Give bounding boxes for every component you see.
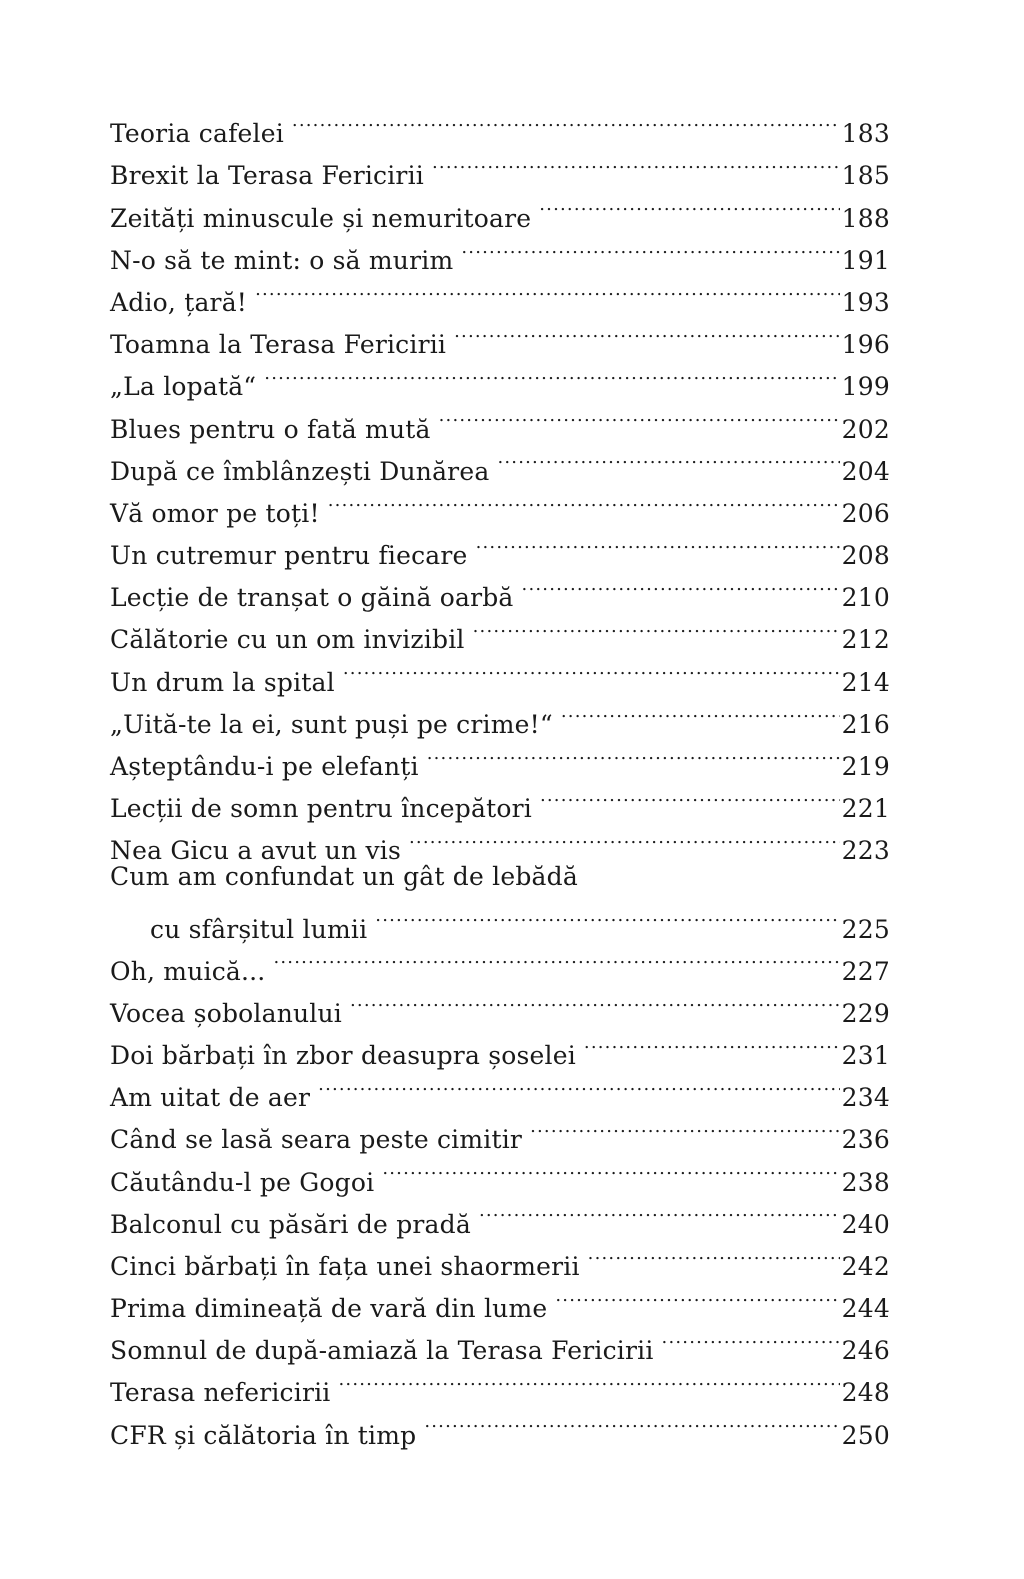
- toc-entry-title: Vocea șobolanului: [110, 998, 342, 1028]
- toc-entry-title: Zeități minuscule și nemuritoare: [110, 203, 532, 233]
- toc-entry-title: Căutându-l pe Gogoi: [110, 1167, 375, 1197]
- toc-entry-title: CFR și călătoria în timp: [110, 1420, 417, 1450]
- toc-entry-title: Lecție de tranșat o găină oarbă: [110, 583, 514, 613]
- toc-entry-page: 185: [841, 161, 890, 191]
- dot-leader: [292, 100, 840, 142]
- dot-leader: [264, 353, 839, 395]
- dot-leader: [318, 1064, 840, 1106]
- dot-leader: [424, 1401, 839, 1443]
- toc-entry-title: Cinci bărbați în fața unei shaormerii: [110, 1251, 580, 1281]
- toc-entry-title: Blues pentru o fată mută: [110, 414, 431, 444]
- toc-entry-title-continued: cu sfârșitul lumii: [150, 914, 368, 944]
- toc-entry-page: 214: [841, 667, 890, 697]
- toc-entry-title: Doi bărbați în zbor deasupra șoselei: [110, 1040, 576, 1070]
- toc-entry-page: 250: [841, 1420, 890, 1450]
- dot-leader: [427, 733, 840, 775]
- dot-leader: [375, 895, 839, 937]
- toc-entry[interactable]: [110, 100, 890, 149]
- toc-entry-page: 212: [841, 625, 890, 655]
- dot-leader: [409, 817, 840, 859]
- dot-leader: [454, 311, 840, 353]
- toc-entry-page: 236: [841, 1125, 890, 1155]
- dot-leader: [473, 606, 840, 648]
- toc-entry-title: Când se lasă seara peste cimitir: [110, 1125, 523, 1155]
- toc-entry-title: Terasa nefericirii: [110, 1378, 331, 1408]
- dot-leader: [476, 522, 840, 564]
- toc-entry-page: 242: [841, 1251, 890, 1281]
- toc-entry-title: Un drum la spital: [110, 667, 335, 697]
- dot-leader: [350, 980, 840, 1022]
- dot-leader: [328, 480, 840, 522]
- toc-entry-page: 234: [841, 1083, 890, 1113]
- dot-leader: [382, 1148, 839, 1190]
- dot-leader: [479, 1191, 840, 1233]
- toc-entry-page: 240: [841, 1209, 890, 1239]
- toc-entry-title: Lecții de somn pentru începători: [110, 794, 532, 824]
- toc-entry-title: Călătorie cu un om invizibil: [110, 625, 465, 655]
- toc-entry-page: 183: [841, 119, 890, 149]
- toc-entry-title: Brexit la Terasa Fericirii: [110, 161, 424, 191]
- toc-entry-page: 223: [841, 836, 890, 866]
- dot-leader: [540, 775, 840, 817]
- toc-entry-page: 238: [841, 1167, 890, 1197]
- toc-entry-title: „Uită-te la ei, sunt puși pe crime!“: [110, 709, 553, 739]
- toc-entry-page: 191: [841, 245, 890, 275]
- dot-leader: [588, 1233, 840, 1275]
- toc-entry-page: 206: [841, 498, 890, 528]
- toc-entry-page: 202: [841, 414, 890, 444]
- dot-leader: [439, 395, 840, 437]
- dot-leader: [539, 184, 839, 226]
- dot-leader: [339, 1359, 840, 1401]
- dot-leader: [497, 438, 839, 480]
- dot-leader: [461, 227, 839, 269]
- toc-entry-page: 216: [841, 709, 890, 739]
- table-of-contents: [110, 100, 890, 1450]
- dot-leader: [522, 564, 840, 606]
- toc-entry-page: 210: [841, 583, 890, 613]
- dot-leader: [432, 142, 840, 184]
- toc-entry-title: „La lopată“: [110, 372, 257, 402]
- dot-leader: [343, 648, 840, 690]
- toc-entry-title: N-o să te mint: o să murim: [110, 245, 454, 275]
- toc-entry-page: 188: [841, 203, 890, 233]
- toc-entry-title: Cum am confundat un gât de lebădă: [110, 862, 578, 892]
- dot-leader: [273, 937, 839, 979]
- toc-entry-title: Vă omor pe toți!: [110, 498, 320, 528]
- toc-entry-title: Un cutremur pentru fiecare: [110, 541, 468, 571]
- dot-leader: [584, 1022, 840, 1064]
- toc-entry-page: 231: [841, 1040, 890, 1070]
- toc-entry-title: Oh, muică...: [110, 956, 266, 986]
- toc-entry-page: 227: [841, 956, 890, 986]
- toc-entry-title: Somnul de după-amiază la Terasa Fericirii: [110, 1336, 654, 1366]
- toc-entry-page: 219: [841, 752, 890, 781]
- toc-entry-title: Prima dimineață de vară din lume: [110, 1294, 548, 1324]
- toc-entry-title: Teoria cafelei: [110, 119, 284, 149]
- toc-entry-title: Adio, țară!: [110, 287, 248, 317]
- toc-entry-page: 244: [841, 1294, 890, 1324]
- dot-leader: [255, 269, 840, 311]
- toc-entry-page: 225: [841, 914, 890, 944]
- toc-entry-page: 204: [841, 456, 890, 486]
- toc-entry-title: După ce îmblânzești Dunărea: [110, 456, 490, 486]
- toc-entry-page: 196: [841, 330, 890, 360]
- toc-entry-title: Nea Gicu a avut un vis: [110, 836, 402, 866]
- toc-entry-page: 229: [841, 998, 890, 1028]
- toc-entry-page: 248: [841, 1378, 890, 1408]
- toc-entry-page: 208: [841, 541, 890, 571]
- toc-entry-page: 246: [841, 1336, 890, 1366]
- dot-leader: [555, 1275, 839, 1317]
- toc-entry-page: 221: [841, 794, 890, 824]
- dot-leader: [561, 691, 840, 733]
- toc-entry-title: Am uitat de aer: [110, 1083, 311, 1113]
- dot-leader: [530, 1106, 840, 1148]
- toc-entry[interactable]: [110, 859, 890, 944]
- toc-entry-title: Toamna la Terasa Fericirii: [110, 330, 447, 360]
- dot-leader: [662, 1317, 840, 1359]
- toc-entry-title: Așteptându-i pe elefanți: [110, 752, 419, 781]
- toc-entry-page: 193: [841, 287, 890, 317]
- toc-entry-page: 199: [841, 372, 890, 402]
- toc-entry-title: Balconul cu păsări de pradă: [110, 1209, 471, 1239]
